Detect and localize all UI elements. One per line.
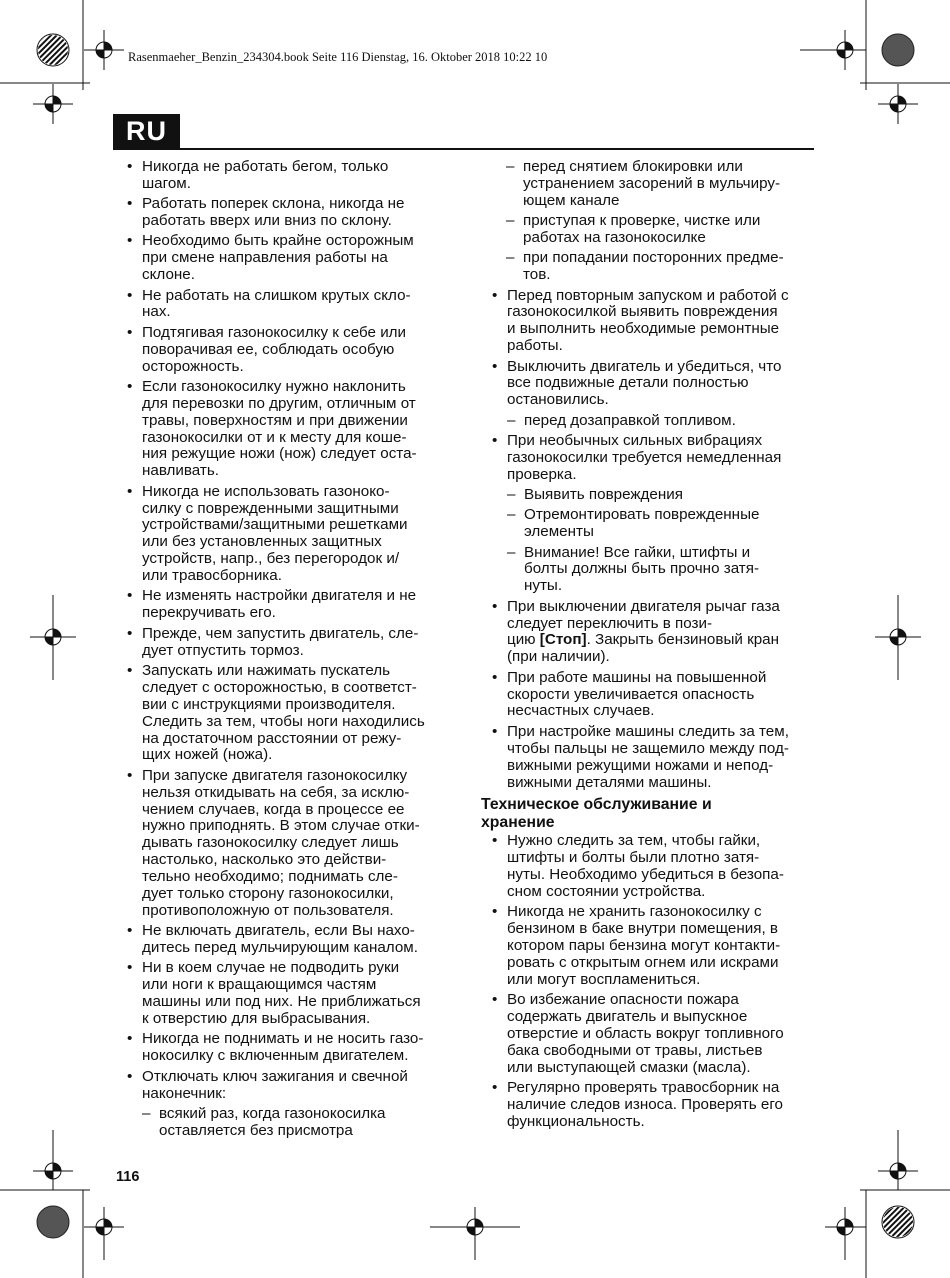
text-line: работать вверх или вниз по склону.: [142, 212, 392, 230]
text-line: или без установленных защитных: [142, 533, 382, 551]
text-line: травы, поверхностям и при движении: [142, 411, 408, 429]
text-line: • Выключить двигатель и убедиться, что: [507, 357, 782, 375]
text-line: дитесь перед мульчирующим каналом.: [142, 939, 418, 957]
text-line: газонокосилки требуется немедленная: [507, 448, 782, 466]
bullet-item: [490, 992, 815, 1077]
text-line: – приступая к проверке, чистке или: [523, 212, 761, 230]
text-line: – перед снятием блокировки или: [523, 158, 743, 175]
text-line: функциональность.: [507, 1113, 645, 1131]
text-line: остановились.: [507, 391, 609, 409]
text-line: ния режущие ножи (нож) следует оста-: [142, 445, 417, 463]
bullet-item: [125, 233, 455, 284]
text-line: содержать двигатель и выпускное: [507, 1008, 748, 1026]
text-line: вии с инструкциями производителя.: [142, 695, 396, 713]
text-line: • При запуске двигателя газонокосилку: [142, 766, 408, 784]
dash-item: [507, 545, 815, 596]
text-line: • При работе машины на повышенной: [507, 668, 767, 686]
text-line: нах.: [142, 303, 171, 321]
bullet-item: [490, 433, 815, 484]
text-line: • Никогда не поднимать и не носить газо-: [142, 1030, 424, 1048]
bullet-item: [125, 960, 455, 1028]
bullet-item: [125, 1069, 455, 1103]
text-line: устройств, напр., без перегородок и/: [142, 550, 400, 568]
maintenance-heading-line-2: хранение: [481, 813, 555, 831]
bullet-item: [490, 1080, 815, 1131]
text-line: или выступающей смазки (масла).: [507, 1058, 751, 1076]
text-line: машины или под них. Не приближаться: [142, 993, 421, 1011]
text-line: тов.: [523, 266, 551, 284]
dash-item: [506, 159, 815, 210]
text-line: поворачивая ее, соблюдать особую: [142, 340, 395, 358]
text-line: оставляется без присмотра: [159, 1121, 353, 1139]
text-line: • Ни в коем случае не подводить руки: [142, 959, 400, 977]
text-line: котором пары бензина могут контакти-: [507, 937, 781, 955]
text-line: при смене направления работы на: [142, 249, 388, 267]
text-line: тельно необходимо; поднимать сле-: [142, 868, 398, 886]
print-file-header: Rasenmaeher_Benzin_234304.book Seite 116 Dienstag, 16. Oktober 2018 10:22 10: [128, 50, 548, 64]
text-line: – при попадании посторонних предме-: [523, 249, 784, 267]
bullet-item: [125, 325, 455, 376]
text-line: • Никогда не работать бегом, только: [142, 158, 389, 175]
stop-line-2: следует переключить в пози-: [507, 614, 713, 632]
text-line: нужно приподнять. В этом случае отки-: [142, 817, 420, 835]
text-line: чением случаев, когда в процессе ее: [142, 800, 405, 818]
text-line: проверка.: [507, 465, 577, 483]
text-line: вижными режущими ножами и непод-: [507, 756, 774, 774]
text-line: • При необычных сильных вибрациях: [507, 431, 763, 449]
text-line: навливать.: [142, 462, 219, 480]
bullet-item: [125, 159, 455, 193]
text-line: скорости увеличивается опасность: [507, 685, 755, 703]
right-bullets-pre: [481, 288, 815, 596]
stop-line-3: [507, 632, 815, 649]
text-line: • Никогда не хранить газонокосилку с: [507, 903, 762, 921]
bullet-item: [125, 379, 455, 480]
text-line: или травосборника.: [142, 567, 282, 585]
text-line: – всякий раз, когда газонокосилка: [159, 1104, 386, 1122]
bullet-item: [490, 288, 815, 356]
right-top-dashes: [481, 159, 815, 284]
text-line: шагом.: [142, 174, 191, 192]
bullet-item: [490, 724, 815, 792]
bullet-item: [490, 359, 815, 410]
text-line: противоположную от пользователя.: [142, 901, 394, 919]
text-line: все подвижные детали полностью: [507, 374, 749, 392]
text-line: осторожность.: [142, 357, 244, 375]
text-line: • Во избежание опасности пожара: [507, 991, 739, 1009]
text-line: нуты.: [524, 577, 563, 595]
left-column: [125, 159, 455, 1143]
stop-line-4: (при наличии).: [507, 648, 610, 666]
text-line: и выполнить необходимые ремонтные: [507, 320, 780, 338]
bullet-item: [125, 626, 455, 660]
text-line: работах на газонокосилке: [523, 229, 706, 247]
maintenance-bullets: [481, 833, 815, 1131]
stop-line-3-post: . Закрыть бензиновый кран: [586, 631, 779, 649]
text-line: – Внимание! Все гайки, штифты и: [524, 543, 751, 561]
text-line: или ноги к вращающимся частям: [142, 976, 377, 994]
bullet-item: [490, 670, 815, 721]
text-line: • Работать поперек склона, никогда не: [142, 195, 405, 213]
maintenance-heading: [481, 796, 815, 831]
text-line: настолько, насколько это действи-: [142, 851, 387, 869]
text-line: • Необходимо быть крайне осторожным: [142, 232, 414, 250]
text-line: • Подтягивая газонокосилку к себе или: [142, 323, 407, 341]
text-line: • Регулярно проверять травосборник на: [507, 1079, 780, 1097]
language-tab: RU: [113, 114, 180, 149]
text-line: дует отпустить тормоз.: [142, 641, 304, 659]
text-line: наличие следов износа. Проверять его: [507, 1096, 784, 1114]
text-line: или могут воспламениться.: [507, 971, 701, 989]
text-line: ровать с открытым огнем или искрами: [507, 954, 779, 972]
text-line: • Не изменять настройки двигателя и не: [142, 587, 417, 605]
text-line: устройствами/защитными решетками: [142, 516, 408, 534]
text-line: щих ножей (ножа).: [142, 746, 273, 764]
dash-item: [506, 250, 815, 284]
dash-item: [506, 213, 815, 247]
text-line: силку с поврежденными защитными: [142, 499, 399, 517]
stop-line-3-pre: цию: [507, 631, 540, 649]
text-line: • Перед повторным запуском и работой с: [507, 286, 789, 304]
text-line: – Выявить повреждения: [524, 486, 683, 504]
text-line: сном состоянии устройства.: [507, 883, 706, 901]
text-line: на достаточном расстоянии от режу-: [142, 729, 402, 747]
bullet-item: [125, 663, 455, 764]
bullet-item: [125, 768, 455, 920]
stop-line-1: • При выключении двигателя рычаг газа: [507, 597, 780, 615]
bullet-item: [490, 833, 815, 901]
text-line: • Не включать двигатель, если Вы нахо-: [142, 922, 415, 940]
text-line: работы.: [507, 337, 563, 355]
text-line: нокосилку с включенным двигателем.: [142, 1047, 409, 1065]
dash-item: [142, 1106, 455, 1140]
text-line: • Запускать или нажимать пускатель: [142, 661, 391, 679]
bullet-item: [125, 588, 455, 622]
dash-item: [507, 487, 815, 504]
stop-label: [Стоп]: [539, 631, 587, 649]
text-line: • Отключать ключ зажигания и свечной: [142, 1067, 408, 1085]
header-rule: [113, 148, 814, 150]
text-line: склоне.: [142, 266, 195, 284]
right-bullets-post: [481, 670, 815, 792]
text-line: ющем канале: [523, 191, 620, 209]
bullet-item: [125, 484, 455, 585]
text-line: дует только сторону газонокосилки,: [142, 885, 394, 903]
text-line: дывать газонокосилку следует лишь: [142, 834, 399, 852]
text-line: Следить за тем, чтобы ноги находились: [142, 712, 425, 730]
text-line: для перевозки по другим, отличным от: [142, 394, 416, 412]
text-line: бензином в баке внутри помещения, в: [507, 920, 778, 938]
text-line: устранением засорений в мульчиру-: [523, 174, 781, 192]
text-line: болты должны быть прочно затя-: [524, 560, 760, 578]
text-line: газонокосилкой выявить повреждения: [507, 303, 778, 321]
text-line: газонокосилки от и к месту для коше-: [142, 428, 407, 446]
bullet-item: [125, 1031, 455, 1065]
text-line: наконечник:: [142, 1084, 227, 1102]
text-line: вижными деталями машины.: [507, 773, 712, 791]
bullet-item: [125, 288, 455, 322]
text-line: нуты. Необходимо убедиться в безопа-: [507, 866, 784, 884]
bullet-item: [125, 923, 455, 957]
stop-bullet: [490, 599, 815, 667]
text-line: • Не работать на слишком крутых скло-: [142, 286, 411, 304]
text-line: • Прежде, чем запустить двигатель, сле-: [142, 624, 419, 642]
text-line: штифты и болты были плотно затя-: [507, 849, 760, 867]
text-line: к отверстию для выбрасывания.: [142, 1010, 371, 1028]
right-column: [481, 159, 815, 1134]
text-line: • Нужно следить за тем, чтобы гайки,: [507, 832, 761, 850]
text-line: чтобы пальцы не защемило между под-: [507, 739, 789, 757]
page-number: 116: [116, 1169, 140, 1185]
dash-item: [507, 413, 815, 430]
text-line: отверстие и область вокруг топливного: [507, 1025, 784, 1043]
maintenance-heading-line-1: Техническое обслуживание и: [481, 796, 712, 814]
bullet-item: [125, 196, 455, 230]
text-line: • При настройке машины следить за тем,: [507, 722, 789, 740]
text-line: – Отремонтировать поврежденные: [524, 506, 760, 524]
text-line: несчастных случаев.: [507, 702, 655, 720]
text-line: элементы: [524, 523, 594, 541]
text-line: • Если газонокосилку нужно наклонить: [142, 377, 406, 395]
text-line: – перед дозаправкой топливом.: [524, 411, 736, 429]
dash-item: [507, 507, 815, 541]
text-line: следует с осторожностью, в соответст-: [142, 678, 417, 696]
text-line: нельзя откидывать на себя, за исклю-: [142, 783, 410, 801]
text-line: перекручивать его.: [142, 604, 276, 622]
bullet-item: [490, 904, 815, 989]
text-line: • Никогда не использовать газоноко-: [142, 482, 390, 500]
text-line: бака свободными от травы, листьев: [507, 1042, 763, 1060]
